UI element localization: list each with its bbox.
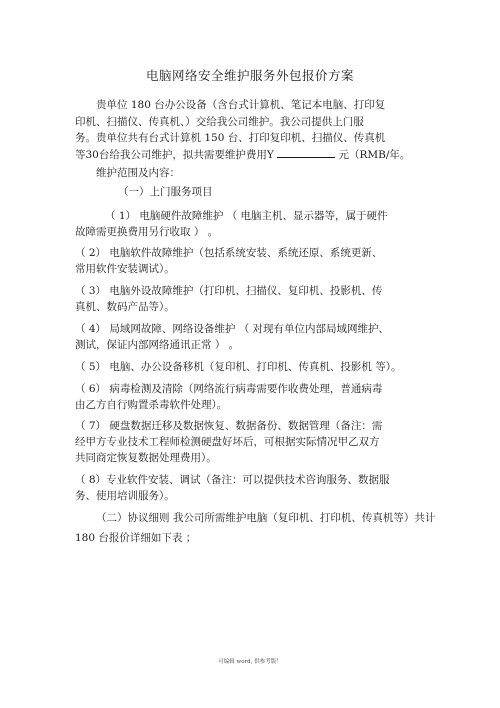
item-2-line-1: （ 2） 电脑软件故障维护（包括系统安装、系统还原、系统更新、 <box>75 247 383 259</box>
intro-line-4 <box>75 147 410 162</box>
intro-line-2: 印机、扫描仪、传真机、）交给我公司维护。我公司提供上门服 <box>75 116 364 128</box>
fee-blank <box>277 147 335 158</box>
item-3-line-1: （ 3） 电脑外设故障维护（打印机、扫描仪、复印机、投影机、传 <box>75 285 383 297</box>
intro-line-4-before: 等30台给我公司维护，拟共需要维护费用Y <box>75 149 274 161</box>
item-4-line-2: 测试，保证内部网络通讯正常 ） 。 <box>75 339 240 351</box>
item-3-line-2: 真机、数码产品等）。 <box>75 301 175 313</box>
item-8-line-2: 务、使用培训服务）。 <box>75 490 175 502</box>
item-7-line-2: 经甲方专业技术工程师检测硬盘好坏后，可根据实际情况甲乙双方 <box>75 436 380 448</box>
section-2-line-2: 180 台报价详细如下表 ； <box>75 532 197 544</box>
document-title: 电脑网络安全维护服务外包报价方案 <box>145 68 354 83</box>
page-footer: 可编辑 word, 供参考版！ <box>218 659 282 665</box>
item-1-line-2: 故障需更换费用另行收取 ） 。 <box>75 226 219 238</box>
item-1-line-1: （ 1） 电脑硬件故障维护 （ 电脑主机、显示器等，属于硬件 <box>105 210 388 222</box>
intro-line-1: 贵单位 180 台办公设备（含台式计算机、笔记本电脑、打印复 <box>96 99 386 111</box>
item-7-line-3: 共同商定恢复数据处理费用）。 <box>75 452 217 464</box>
item-5-line-1: （ 5） 电脑、办公设备移机（复印机、打印机、传真机、投影机 等）。 <box>75 361 402 373</box>
intro-line-4-after: 元（RMB/年。 <box>338 149 411 161</box>
item-4-line-1: （ 4） 局域网故障、网络设备维护 （ 对现有单位内部局域网维护、 <box>75 323 390 335</box>
section-2-line-1: （二）协议细则 我公司所需维护电脑（复印机、打印机、传真机等）共计 <box>96 512 436 524</box>
item-6-line-2: 由乙方自行购置杀毒软件处理）。 <box>75 399 228 411</box>
intro-line-3: 务。贵单位共有台式计算机 150 台、打印复印机、扫描仪、传真机 <box>75 132 386 144</box>
item-6-line-1: （ 6） 病毒检测及清除（网络流行病毒需要作收费处理，普通病毒 <box>75 383 383 395</box>
scope-heading: 维护范围及内容： <box>96 167 180 179</box>
section-1-heading: （一）上门服务项目 <box>118 186 213 198</box>
item-7-line-1: （ 7） 硬盘数据迁移及数据恢复、数据备份、数据管理（备注：需 <box>75 420 383 432</box>
item-8-line-1: （ 8）专业软件安装、调试（备注：可以提供技术咨询服务、数据服 <box>75 474 390 486</box>
item-2-line-2: 常用软件安装调试）。 <box>75 263 175 275</box>
